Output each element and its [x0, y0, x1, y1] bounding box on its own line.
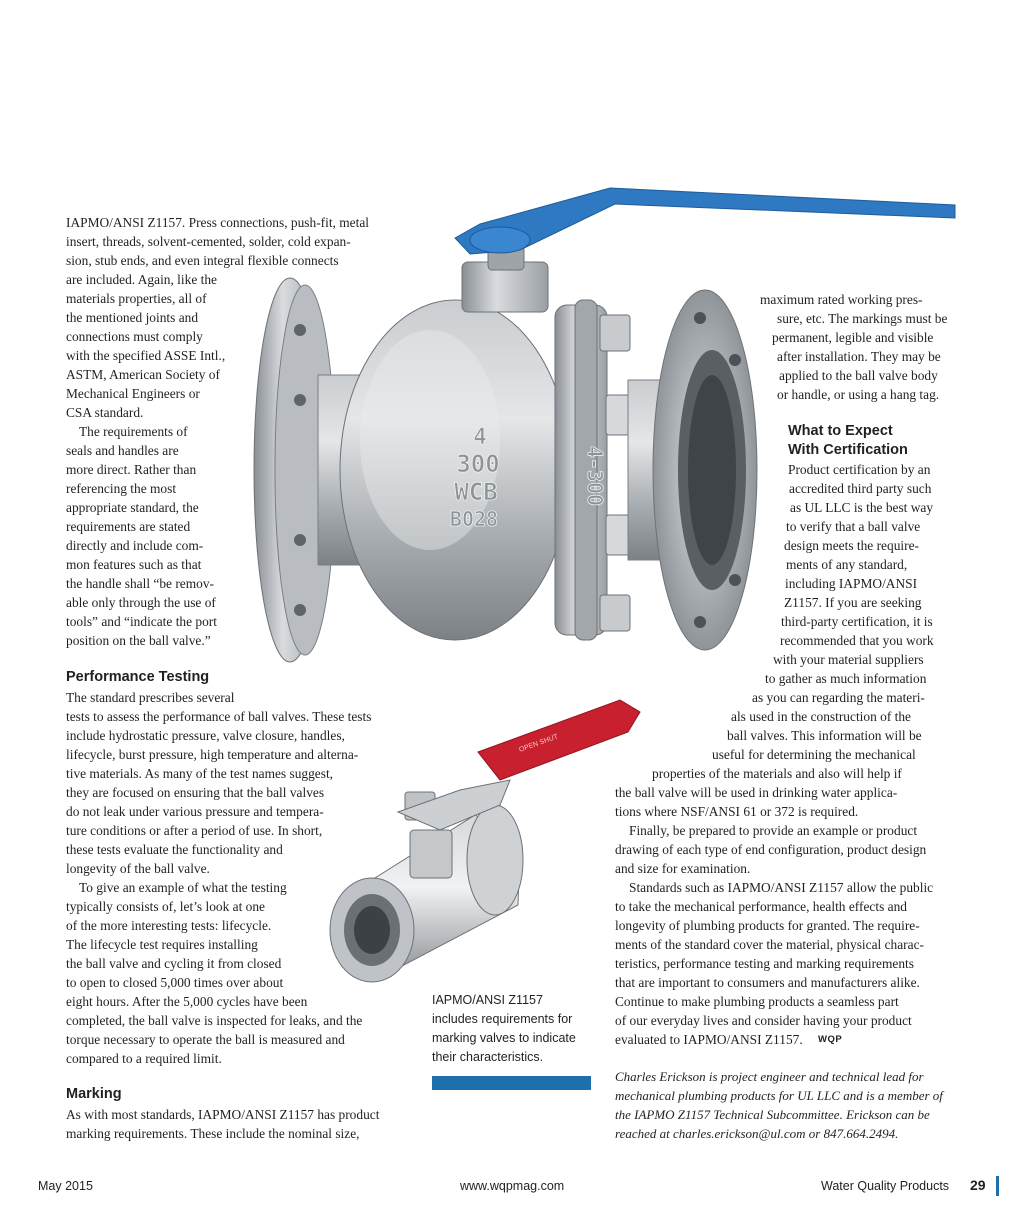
red-lever-handle	[478, 700, 640, 780]
text-line: completed, the ball valve is inspected for leaks, and the	[66, 1013, 363, 1028]
page-number-bar	[996, 1176, 999, 1196]
text-line: to gather as much information	[765, 671, 927, 686]
footer-date: May 2015	[38, 1179, 93, 1193]
text-line: recommended that you work	[780, 633, 934, 648]
text-line: IAPMO/ANSI Z1157	[432, 993, 543, 1007]
text-line: CSA standard.	[66, 405, 144, 420]
footer-magazine: Water Quality Products	[821, 1179, 950, 1193]
text-line: sion, stub ends, and even integral flexible connects	[66, 253, 339, 268]
text-line: to open to closed 5,000 times over about	[66, 975, 284, 990]
text-line: more direct. Rather than	[66, 462, 197, 477]
text-line: mechanical plumbing products for UL LLC and is a member of	[615, 1088, 943, 1103]
text-line: Z1157. If you are seeking	[784, 595, 922, 610]
text-line: The lifecycle test requires installing	[66, 937, 258, 952]
text-line: with your material suppliers	[773, 652, 924, 667]
text-line: including IAPMO/ANSI	[785, 576, 918, 591]
text-line: design meets the require-	[784, 538, 919, 553]
text-line: the ball valve will be used in drinking water applica-	[615, 785, 898, 800]
text-line: Finally, be prepared to provide an example or product	[629, 823, 918, 838]
text-line: do not leak under various pressure and tempera-	[66, 804, 324, 819]
text-line: ball valves. This information will be	[727, 728, 922, 743]
text-line: ASTM, American Society of	[66, 367, 220, 382]
text-line: after installation. They may be	[777, 349, 941, 364]
footer-url: www.wqpmag.com	[460, 1179, 565, 1193]
text-line: to verify that a ball valve	[786, 519, 921, 534]
heading-with-certification: With Certification	[788, 442, 908, 458]
heading-performance-testing: Performance Testing	[66, 669, 210, 685]
text-line: permanent, legible and visible	[772, 330, 934, 345]
text-line: ments of any standard,	[786, 557, 908, 572]
text-line: and size for examination.	[615, 861, 751, 876]
text-line: Charles Erickson is project engineer and technical lead for	[615, 1069, 924, 1084]
text-line: materials properties, all of	[66, 291, 207, 306]
text-line: insert, threads, solvent-cemented, solder, cold expan-	[66, 234, 351, 249]
text-line: longevity of plumbing products for granted. The require-	[615, 918, 920, 933]
wqp-end-mark: WQP	[818, 1034, 843, 1045]
text-line: to take the mechanical performance, health effects and	[615, 899, 907, 914]
text-line: are included. Again, like the	[66, 272, 217, 287]
small-ball-valve	[330, 780, 523, 982]
text-line: drawing of each type of end configuration, product design	[615, 842, 927, 857]
caption-color-bar	[432, 1076, 591, 1090]
text-line: of our everyday lives and consider having your product	[615, 1013, 912, 1028]
text-line: As with most standards, IAPMO/ANSI Z1157 has product	[66, 1107, 380, 1122]
text-line: the ball valve and cycling it from closed	[66, 956, 282, 971]
text-line: position on the ball valve.”	[66, 633, 211, 648]
text-line: the handle shall “be remov-	[66, 576, 214, 591]
text-line: directly and include com-	[66, 538, 204, 553]
text-line: mon features such as that	[66, 557, 202, 572]
text-line: sure, etc. The markings must be	[777, 311, 948, 326]
text-line: Continue to make plumbing products a seamless part	[615, 994, 899, 1009]
text-line: useful for determining the mechanical	[712, 747, 916, 762]
text-line: compared to a required limit.	[66, 1051, 222, 1066]
text-line: that are important to consumers and manufacturers alike.	[615, 975, 920, 990]
heading-marking: Marking	[66, 1086, 122, 1102]
text-line: ments of the standard cover the material, physical charac-	[615, 937, 924, 952]
text-line: The standard prescribes several	[66, 690, 235, 705]
text-line: tive materials. As many of the test names suggest,	[66, 766, 334, 781]
text-line: teristics, performance testing and marking requirements	[615, 956, 914, 971]
text-line: as you can regarding the materi-	[752, 690, 925, 705]
svg-text:B028: B028	[449, 507, 499, 531]
text-line: their characteristics.	[432, 1050, 544, 1064]
heading-what-to-expect: What to Expect	[788, 423, 893, 439]
text-line: Standards such as IAPMO/ANSI Z1157 allow the public	[629, 880, 934, 895]
text-line: To give an example of what the testing	[79, 880, 287, 895]
text-line: applied to the ball valve body	[779, 368, 938, 383]
text-line: typically consists of, let’s look at one	[66, 899, 265, 914]
text-line: they are focused on ensuring that the ball valves	[66, 785, 325, 800]
blue-lever-handle	[455, 188, 955, 254]
text-line: lifecycle, burst pressure, high temperature and alterna-	[66, 747, 359, 762]
text-line: longevity of the ball valve.	[66, 861, 210, 876]
text-line: reached at charles.erickson@ul.com or 847.664.2494.	[615, 1126, 899, 1141]
right-flange	[653, 290, 757, 650]
svg-text:OPEN SHUT: OPEN SHUT	[518, 733, 560, 754]
page-number: 29	[970, 1177, 986, 1193]
text-line: third-party certification, it is	[781, 614, 933, 629]
text-line: include hydrostatic pressure, valve closure, handles,	[66, 728, 345, 743]
text-line: of the more interesting tests: lifecycle.	[66, 918, 272, 933]
text-line: referencing the most	[66, 481, 177, 496]
text-line: requirements are stated	[66, 519, 191, 534]
text-line: als used in the construction of the	[731, 709, 911, 724]
text-line: the IAPMO Z1157 Technical Subcommittee. Erickson can be	[615, 1107, 930, 1122]
text-line: these tests evaluate the functionality and	[66, 842, 283, 857]
text-line: tests to assess the performance of ball valves. These tests	[66, 709, 372, 724]
svg-text:4-300: 4-300	[583, 445, 607, 507]
text-line: marking valves to indicate	[432, 1031, 576, 1045]
valve-body	[340, 300, 570, 640]
text-line: includes requirements for	[432, 1012, 573, 1026]
text-line: with the specified ASSE Intl.,	[66, 348, 226, 363]
text-line: connections must comply	[66, 329, 203, 344]
text-line: able only through the use of	[66, 595, 216, 610]
text-line: eight hours. After the 5,000 cycles have been	[66, 994, 308, 1009]
text-line: appropriate standard, the	[66, 500, 199, 515]
text-line: evaluated to IAPMO/ANSI Z1157.	[615, 1032, 803, 1047]
text-line: seals and handles are	[66, 443, 179, 458]
text-line: maximum rated working pres-	[760, 292, 923, 307]
text-line: marking requirements. These include the nominal size,	[66, 1126, 360, 1141]
text-line: IAPMO/ANSI Z1157. Press connections, push-fit, metal	[66, 215, 369, 230]
svg-text:WCB: WCB	[454, 478, 498, 506]
text-line: tions where NSF/ANSI 61 or 372 is required.	[615, 804, 859, 819]
text-line: or handle, or using a hang tag.	[777, 387, 940, 402]
text-line: Mechanical Engineers or	[66, 386, 200, 401]
svg-text:4: 4	[473, 425, 487, 450]
text-line: properties of the materials and also will help if	[652, 766, 902, 781]
text-line: the mentioned joints and	[66, 310, 199, 325]
text-line: torque necessary to operate the ball is measured and	[66, 1032, 345, 1047]
text-line: The requirements of	[79, 424, 188, 439]
text-line: as UL LLC is the best way	[790, 500, 934, 515]
text-line: tools” and “indicate the port	[66, 614, 217, 629]
svg-text:300: 300	[456, 450, 500, 478]
text-line: Product certification by an	[788, 462, 931, 477]
text-line: ture conditions or after a period of use. In short,	[66, 823, 323, 838]
text-line: accredited third party such	[789, 481, 932, 496]
